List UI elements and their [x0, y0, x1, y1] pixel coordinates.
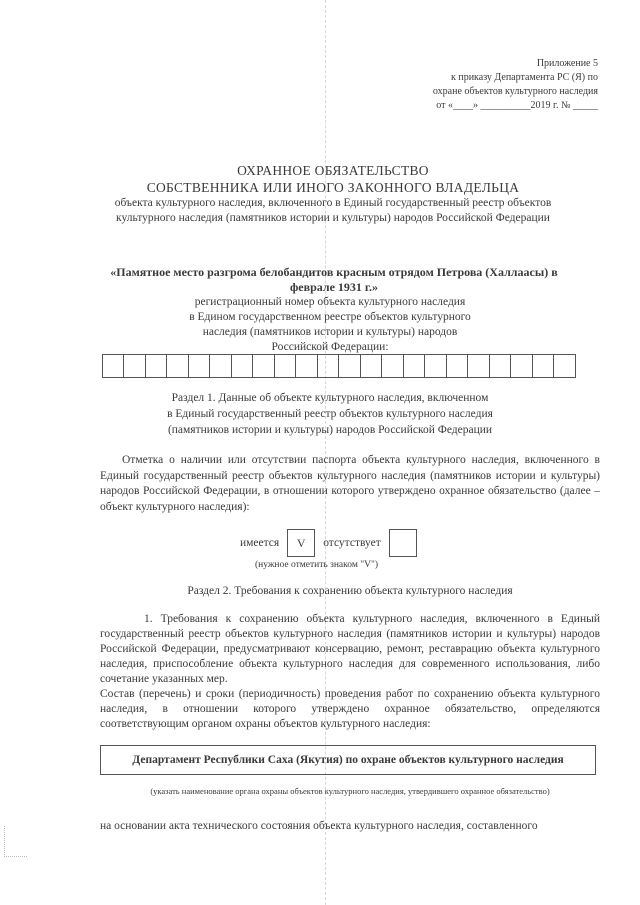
basis-line: на основании акта технического состояния объекта культурного наследия, составленного — [100, 820, 538, 832]
title-line: СОБСТВЕННИКА ИЛИ ИНОГО ЗАКОННОГО ВЛАДЕЛЬЦА — [146, 180, 520, 195]
appendix-line: от «____» __________2019 г. № _____ — [436, 100, 598, 111]
registration-cell — [317, 354, 339, 378]
registration-cell — [274, 354, 296, 378]
section-heading-line: Раздел 1. Данные об объекте культурного наследия, включенном — [171, 392, 489, 404]
document-title — [88, 162, 578, 226]
absent-checkbox[interactable] — [389, 529, 417, 557]
registration-cell — [403, 354, 425, 378]
subtitle-line: объекта культурного наследия, включенного в Единый государственный реестр объектов — [114, 197, 552, 209]
section-heading-line: в Единый государственный реестр объектов культурного наследия — [167, 408, 493, 420]
registration-cell — [360, 354, 382, 378]
authority-name-field: Департамент Республики Саха (Якутия) по охране объектов культурного наследия — [100, 745, 596, 775]
subtitle-line: культурного наследия (памятников истории и культуры) народов Российской Федерации — [116, 212, 550, 224]
registration-cell — [252, 354, 275, 378]
registration-cell — [446, 354, 468, 378]
absent-label: отсутствует — [323, 537, 381, 549]
registration-line: Российской Федерации: — [271, 341, 389, 353]
title-line: ОХРАННОЕ ОБЯЗАТЕЛЬСТВО — [237, 163, 429, 178]
exists-checkbox[interactable]: V — [287, 529, 315, 557]
requirement-item-1 — [100, 612, 600, 687]
registration-cell — [467, 354, 490, 378]
paragraph-text: Отметка о наличии или отсутствии паспорта объекта культурного наследия, включенного в Единый государственный реестр объектов культурного наследия (памятников истории и культуры) народов Российской Федерации, в отношении которого утверждено охранное обязательство (далее – объект культурного наследия): — [100, 454, 600, 513]
registration-caption — [180, 295, 480, 355]
appendix-line: охране объектов культурного наследия — [432, 86, 598, 97]
registration-cell — [166, 354, 189, 378]
registration-cell — [553, 354, 576, 378]
appendix-line: Приложение 5 — [536, 58, 598, 69]
appendix-line: к приказу Департамента РС (Я) по — [450, 72, 598, 83]
registration-cell — [295, 354, 318, 378]
passport-paragraph — [100, 453, 600, 515]
registration-number-cells — [102, 354, 575, 378]
registration-cell — [489, 354, 511, 378]
section-2-heading: Раздел 2. Требования к сохранению объекта культурного наследия — [187, 585, 513, 597]
requirement-text: 1. Требования к сохранению объекта культурного наследия, включенного в Единый государственный реестр объектов культурного наследия (памятников истории и культуры) народов Российской Федерации, предусматривают консервацию, ремонт, реставрацию объекта культурного наследия, приспособление объекта культурного наследия для современного использования, либо сочетание указанных мер. — [100, 613, 600, 685]
authority-hint: (указать наименование органа охраны объектов культурного наследия, утвердившего охранное обязательство) — [150, 786, 550, 796]
section-heading-line: (памятников истории и культуры) народов Российской Федерации — [167, 424, 493, 436]
registration-line: в Едином государственном реестре объектов культурного — [189, 311, 471, 323]
registration-cell — [510, 354, 533, 378]
registration-cell — [424, 354, 447, 378]
passport-checkbox-row — [240, 529, 425, 557]
registration-cell — [231, 354, 253, 378]
checkbox-hint: (нужное отметить знаком "V") — [255, 560, 378, 570]
registration-cell — [381, 354, 404, 378]
registration-cell — [338, 354, 361, 378]
scan-edge-mark — [4, 826, 27, 857]
registration-cell — [188, 354, 210, 378]
registration-cell — [145, 354, 167, 378]
registration-cell — [532, 354, 554, 378]
registration-cell — [123, 354, 146, 378]
registration-cell — [102, 354, 124, 378]
requirement-item-1b: Состав (перечень) и сроки (периодичность) проведения работ по сохранению объекта культурного наследия, в отношении которого утверждено охранное обязательство, определяются соответствующим органом охраны объектов культурного наследия: — [100, 688, 600, 730]
registration-cell — [209, 354, 232, 378]
section-1-heading — [150, 390, 510, 438]
heritage-object-name: «Памятное место разгрома белобандитов красным отрядом Петрова (Халлаасы) в феврале 1931 г.» — [110, 265, 558, 294]
appendix-header — [433, 57, 598, 113]
registration-line: наследия (памятников истории и культуры) народов — [202, 326, 458, 338]
registration-line: регистрационный номер объекта культурного наследия — [194, 296, 466, 308]
exists-label: имеется — [240, 537, 280, 549]
requirements-paragraph — [100, 612, 600, 732]
